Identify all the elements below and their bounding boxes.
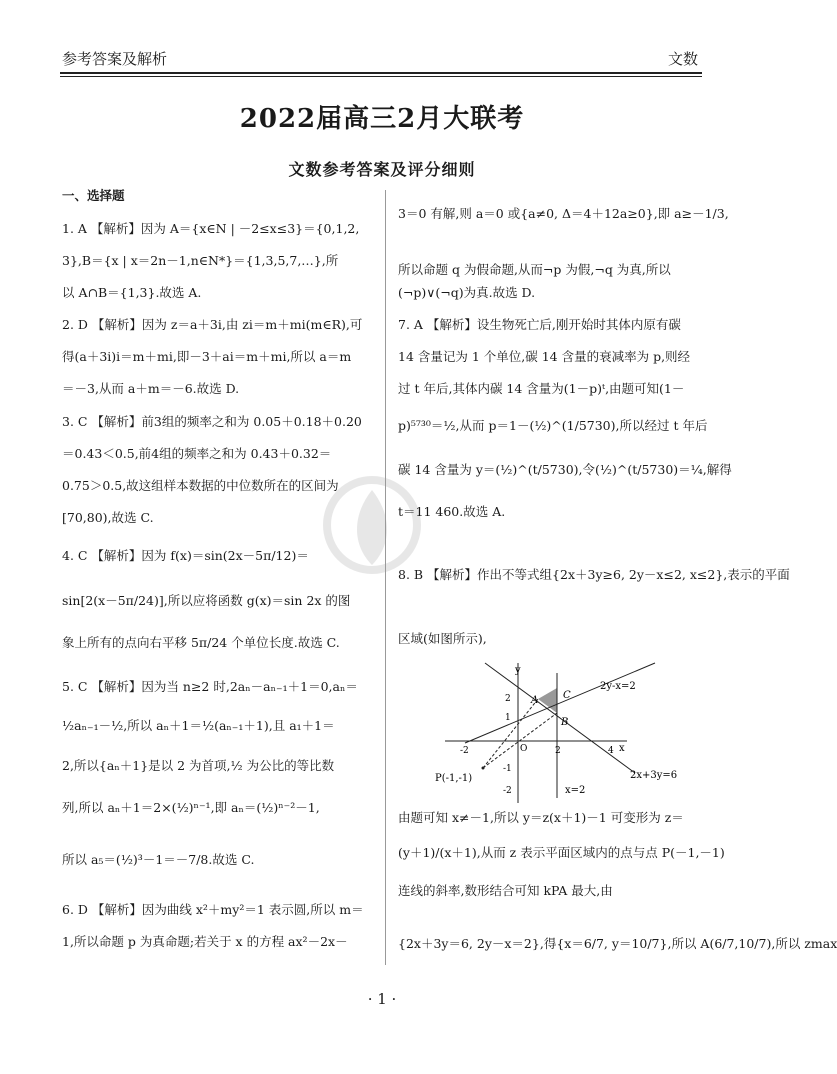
answer-line: 0.75＞0.5,故这组样本数据的中位数所在的区间为 xyxy=(62,478,339,493)
page-title: 2022届高三2月大联考 xyxy=(239,104,525,134)
answer-line: (y＋1)/(x＋1),从而 z 表示平面区域内的点与点 P(－1,－1) xyxy=(398,845,725,860)
answer-line: 所以命题 q 为假命题,从而¬p 为假,¬q 为真,所以 xyxy=(398,262,671,277)
label-y: y xyxy=(515,665,521,676)
answer-line: 1. A 【解析】因为 A＝{x∈N | －2≤x≤3}＝{0,1,2, xyxy=(62,221,360,236)
tick-x2: 2 xyxy=(555,746,561,756)
page-number: · 1 · xyxy=(367,990,397,1008)
tick-ym1: -1 xyxy=(503,764,512,774)
tick-xm2: -2 xyxy=(460,746,469,756)
line-2y-x-2 xyxy=(465,663,655,743)
answer-line: {2x＋3y＝6, 2y－x＝2},得{x＝6/7, y＝10/7},所以 A(6/7,10/7),所以 zmax xyxy=(398,936,837,951)
tick-x4: 4 xyxy=(608,746,614,756)
answer-line: 2,所以{aₙ＋1}是以 2 为首项,½ 为公比的等比数 xyxy=(62,758,335,773)
answer-line: [70,80),故选 C. xyxy=(62,510,154,525)
answer-line: 14 含量记为 1 个单位,碳 14 含量的衰减率为 p,则经 xyxy=(398,349,691,364)
feasible-region-graph xyxy=(435,663,685,803)
header-left: 参考答案及解析 xyxy=(62,50,168,68)
answer-line: ＝－3,从而 a＋m＝－6.故选 D. xyxy=(62,381,240,396)
answer-line: 过 t 年后,其体内碳 14 含量为(1－p)ᵗ,由题可知(1－ xyxy=(398,381,685,396)
header-right: 文数 xyxy=(667,50,698,68)
label-line1: 2y-x=2 xyxy=(600,681,636,692)
label-P: P(-1,-1) xyxy=(435,773,473,784)
header-rule-thin xyxy=(60,76,702,77)
answer-line: 5. C 【解析】因为当 n≥2 时,2aₙ－aₙ₋₁＋1＝0,aₙ＝ xyxy=(62,679,358,694)
answer-line: 所以 a₅＝(½)³－1＝－7/8.故选 C. xyxy=(62,852,255,867)
column-divider xyxy=(385,190,386,965)
tick-y2: 2 xyxy=(505,694,511,704)
page-subtitle: 文数参考答案及评分细则 xyxy=(288,160,476,179)
section-heading: 一、选择题 xyxy=(62,188,125,203)
answer-line: 2. D 【解析】因为 z＝a＋3i,由 zi＝m＋mi(m∈R),可 xyxy=(62,317,363,332)
answer-line: 得(a＋3i)i＝m＋mi,即－3＋ai＝m＋mi,所以 a＝m xyxy=(62,349,352,364)
label-line2: 2x+3y=6 xyxy=(630,770,678,781)
answer-line: 3. C 【解析】前3组的频率之和为 0.05＋0.18＋0.20 xyxy=(62,414,362,429)
answer-line: 连线的斜率,数形结合可知 kPA 最大,由 xyxy=(398,883,613,898)
label-A: A xyxy=(531,695,539,706)
answer-line: 1,所以命题 p 为真命题;若关于 x 的方程 ax²－2x－ xyxy=(62,934,348,949)
label-O: O xyxy=(520,744,528,754)
dashed-PA xyxy=(483,699,538,768)
answer-line: 4. C 【解析】因为 f(x)＝sin(2x－5π/12)＝ xyxy=(62,548,309,563)
answer-line: 象上所有的点向右平移 5π/24 个单位长度.故选 C. xyxy=(62,635,340,650)
point-P xyxy=(482,767,485,770)
label-B: B xyxy=(561,717,569,728)
answer-line: 区域(如图所示), xyxy=(398,631,487,646)
label-C: C xyxy=(563,690,571,701)
answer-line: 6. D 【解析】因为曲线 x²＋my²＝1 表示圆,所以 m＝ xyxy=(62,902,364,917)
label-line3: x=2 xyxy=(565,785,586,796)
answer-line: t＝11 460.故选 A. xyxy=(398,504,506,519)
answer-line: p)⁵⁷³⁰＝½,从而 p＝1－(½)^(1/5730),所以经过 t 年后 xyxy=(398,418,708,433)
answer-line: 由题可知 x≠－1,所以 y＝z(x＋1)－1 可变形为 z＝ xyxy=(398,810,684,825)
tick-ym2: -2 xyxy=(503,786,512,796)
answer-line: 7. A 【解析】设生物死亡后,刚开始时其体内原有碳 xyxy=(398,317,681,332)
answer-line: sin[2(x－5π/24)],所以应将函数 g(x)＝sin 2x 的图 xyxy=(62,593,351,608)
answer-line: 8. B 【解析】作出不等式组{2x＋3y≥6, 2y－x≤2, x≤2},表示的平面 xyxy=(398,567,790,582)
header-rule xyxy=(60,72,702,74)
answer-line: (¬p)∨(¬q)为真.故选 D. xyxy=(398,285,536,300)
answer-line: 3},B＝{x | x＝2n－1,n∈N*}＝{1,3,5,7,…},所 xyxy=(62,253,339,268)
answer-line: 以 A∩B＝{1,3}.故选 A. xyxy=(62,285,202,300)
answer-line: ½aₙ₋₁－½,所以 aₙ＋1＝½(aₙ₋₁＋1),且 a₁＋1＝ xyxy=(62,718,335,733)
tick-y1: 1 xyxy=(505,713,511,723)
answer-line: 碳 14 含量为 y＝(½)^(t/5730),令(½)^(t/5730)＝¼,解得 xyxy=(398,462,732,477)
answer-line: 3＝0 有解,则 a＝0 或{a≠0, Δ＝4＋12a≥0},即 a≥－1/3, xyxy=(398,206,729,221)
answer-line: 列,所以 aₙ＋1＝2×(½)ⁿ⁻¹,即 aₙ＝(½)ⁿ⁻²－1, xyxy=(62,800,320,815)
answer-line: ＝0.43＜0.5,前4组的频率之和为 0.43＋0.32＝ xyxy=(62,446,332,461)
label-x: x xyxy=(619,743,625,754)
